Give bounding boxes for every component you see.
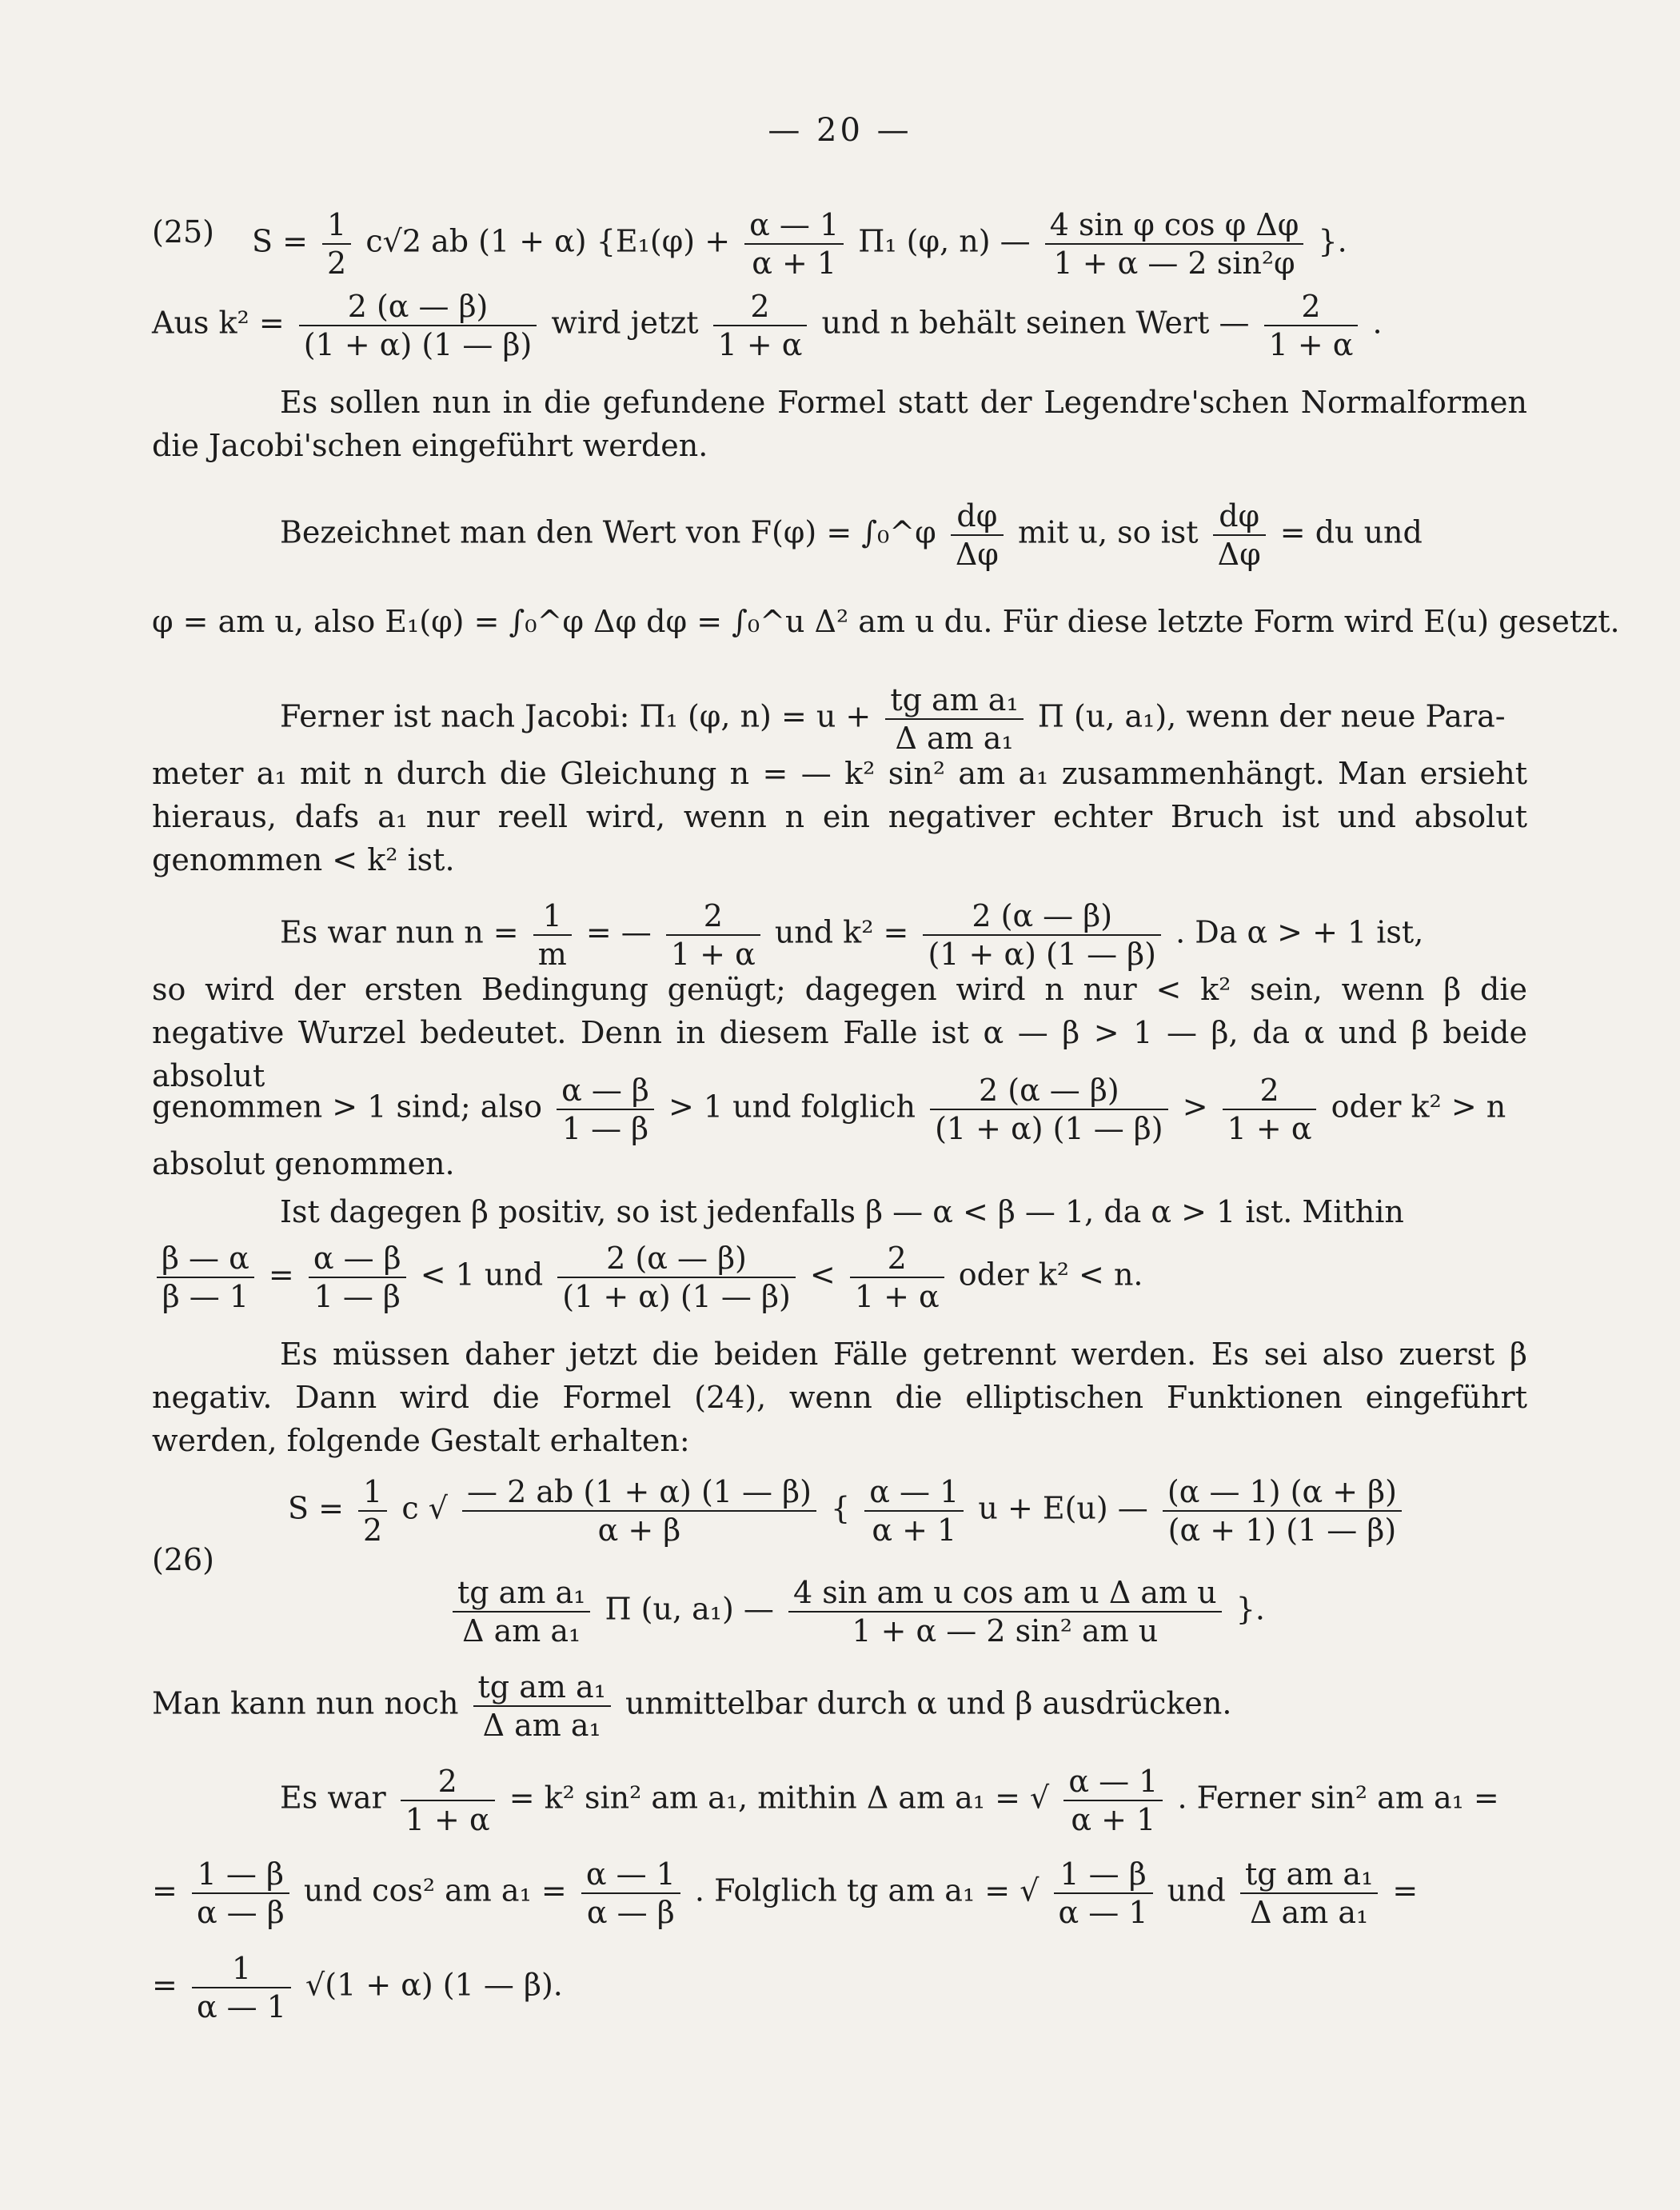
eq26-frac4: $\frac{\text{4 sin am u cos am u Δ am u}}{\text{1 + α — 2 sin² am u}}$ [788, 1574, 1222, 1649]
eq26-frac3: $\frac{\text{tg am a₁}}{\text{Δ am a₁}}$ [453, 1574, 590, 1649]
eswar-frac1: $\frac{2}{1 + \alpha}$ [401, 1763, 495, 1838]
equation-26-line1: S = $\frac{1}{2}$ c √ $\frac{— 2 ab (1 + \alpha) (1 — \beta)}{\alpha + \beta}$ { $\frac{\alpha — 1}{\alpha + 1}$ u + E(u) — $\frac{(\alpha — 1) (\alpha + \beta)}{(\alpha + 1) (1 — \beta)}$ [288, 1473, 1407, 1549]
mit-frac2: $\frac{\alpha — \beta}{1 — \beta}$ [309, 1240, 406, 1315]
paragraph-parameter: meter a₁ mit n durch die Gleichung n = — k² sin² am a₁ zusammenhängt. Man ersieht hieraus, dafs a₁ nur reell wird, wenn n ein negativer echter Bruch ist und absolut genommen < k² ist. [152, 756, 1527, 877]
k2-frac3: $\frac{2}{1 + \alpha}$ [1264, 288, 1359, 363]
equation-label-26: (26) [152, 1542, 215, 1577]
eq26-frac1: $\frac{\alpha — 1}{\alpha + 1}$ [864, 1473, 964, 1549]
eq25-mid2: Π₁ (φ, n) — [858, 223, 1031, 259]
line-bezeichnet: Bezeichnet man den Wert von F(φ) = ∫₀^φ $\frac{d\varphi}{\Delta\varphi}$ mit u, so ist $\frac{d\varphi}{\Delta\varphi}$ = du und [280, 498, 1423, 572]
page-number: — 20 — [768, 112, 912, 149]
eq26-half: $\frac{1}{2}$ [358, 1473, 387, 1549]
line-genommen: genommen > 1 sind; also $\frac{\alpha — \beta}{1 — \beta}$ > 1 und folglich $\frac{2 (\alpha — \beta)}{(1 + \alpha) (1 — \beta)}$ > $\frac{2}{1 + \alpha}$ oder k² > n [152, 1073, 1506, 1146]
cos-frac4: $\frac{\text{tg am a₁}}{\text{Δ am a₁}}$ [1240, 1856, 1378, 1931]
line-amu: φ = am u, also E₁(φ) = ∫₀^φ Δφ dφ = ∫₀^u Δ² am u du. Für diese letzte Form wird E(u) gesetzt. [152, 604, 1620, 639]
line-cos: = $\frac{1 — \beta}{\alpha — \beta}$ und cos² am a₁ = $\frac{\alpha — 1}{\alpha — \beta}$ . Folglich tg am a₁ = √ $\frac{1 — \beta}{\alpha — 1}$ und $\frac{\text{tg am a₁}}{\text{Δ am a₁}}$ = [152, 1856, 1419, 1930]
jacobi-frac: $\frac{\text{tg am a₁}}{\text{Δ am a₁}}$ [885, 681, 1023, 757]
mit-frac3: $\frac{2 (\alpha — \beta)}{(1 + \alpha) (1 — \beta)}$ [557, 1240, 796, 1315]
war-frac2: $\frac{2}{1 + \alpha}$ [666, 897, 760, 973]
cos-frac1: $\frac{1 — \beta}{\alpha — \beta}$ [192, 1856, 289, 1931]
line-man-kann: Man kann nun noch $\frac{\text{tg am a₁}}{\text{Δ am a₁}}$ unmittelbar durch α und β ausdrücken. [152, 1669, 1232, 1743]
eq25-half: $\frac{1}{2}$ [322, 206, 351, 282]
war-frac3: $\frac{2 (\alpha — \beta)}{(1 + \alpha) (1 — \beta)}$ [923, 897, 1161, 973]
line-last: = $\frac{1}{\alpha — 1}$ √(1 + α) (1 — β). [152, 1951, 563, 2024]
bez-frac2: $\frac{d\varphi}{\Delta\varphi}$ [1213, 498, 1266, 573]
equation-label-25: (25) [152, 214, 215, 250]
mit-frac4: $\frac{2}{1 + \alpha}$ [850, 1240, 944, 1315]
last-frac: $\frac{1}{\alpha — 1}$ [192, 1950, 291, 2025]
eq26-root-frac: $\frac{— 2 ab (1 + \alpha) (1 — \beta)}{\alpha + \beta}$ [462, 1473, 816, 1549]
equation-25 [252, 206, 1347, 282]
line-k2: Aus k² = $\frac{2 (\alpha — \beta)}{(1 + \alpha) (1 — \beta)}$ wird jetzt $\frac{2}{1 + \alpha}$ und n behält seinen Wert — $\frac{2}{1 + \alpha}$ . [152, 289, 1383, 362]
mankann-frac: $\frac{\text{tg am a₁}}{\text{Δ am a₁}}$ [473, 1668, 611, 1744]
gen-frac1: $\frac{\alpha — \beta}{1 — \beta}$ [557, 1072, 654, 1147]
paragraph-faelle: Es müssen daher jetzt die beiden Fälle getrennt werden. Es sei also zuerst β negativ. Dann wird die Formel (24), wenn die elliptischen Funktionen eingeführt werden, folgende Gestalt erhalten: [152, 1337, 1527, 1458]
cos-frac3: $\frac{1 — \beta}{\alpha — 1}$ [1054, 1856, 1153, 1931]
gen-frac3: $\frac{2}{1 + \alpha}$ [1223, 1072, 1317, 1147]
paragraph-normalformen: Es sollen nun in die gefundene Formel statt der Legendre'schen Normalformen die Jacobi'schen eingeführt werden. [152, 385, 1527, 463]
line-mithin: $\frac{\beta — \alpha}{\beta — 1}$ = $\frac{\alpha — \beta}{1 — \beta}$ < 1 und $\frac{2 (\alpha — \beta)}{(1 + \alpha) (1 — \beta)}$ < $\frac{2}{1 + \alpha}$ oder k² < n. [152, 1240, 1143, 1315]
eswar-frac2: $\frac{\alpha — 1}{\alpha + 1}$ [1063, 1763, 1163, 1838]
equation-26-line2: $\frac{\text{tg am a₁}}{\text{Δ am a₁}}$ Π (u, a₁) — $\frac{\text{4 sin am u cos am u Δ am u}}{\text{1 + α — 2 sin² am u}}$ }. [448, 1574, 1265, 1649]
eq25-tail: }. [1318, 223, 1347, 259]
line-jacobi: Ferner ist nach Jacobi: Π₁ (φ, n) = u + $\frac{\text{tg am a₁}}{\text{Δ am a₁}}$ Π (u, a₁), wenn der neue Para- [280, 682, 1506, 756]
bez-frac1: $\frac{d\varphi}{\Delta\varphi}$ [951, 498, 1004, 573]
paragraph-bedingung: so wird der ersten Bedingung genügt; dagegen wird n nur < k² sein, wenn β die negative Wurzel bedeutet. Denn in diesem Falle ist α — β > 1 — β, da α und β beide absolut [152, 972, 1528, 1093]
line-es-war: Es war $\frac{2}{1 + \alpha}$ = k² sin² am a₁, mithin Δ am a₁ = √ $\frac{\alpha — 1}{\alpha + 1}$ . Ferner sin² am a₁ = [280, 1764, 1499, 1837]
line-es-war-nun: Es war nun n = $\frac{1}{m}$ = — $\frac{2}{1 + \alpha}$ und k² = $\frac{2 (\alpha — \beta)}{(1 + \alpha) (1 — \beta)}$ . Da α > + 1 ist, [280, 898, 1424, 972]
mit-frac1: $\frac{\beta — \alpha}{\beta — 1}$ [157, 1240, 254, 1315]
eq25-lhs: S = [252, 223, 308, 259]
eq25-frac1: $\frac{\alpha — 1}{\alpha + 1}$ [744, 206, 844, 282]
paragraph-positiv: Ist dagegen β positiv, so ist jedenfalls β — α < β — 1, da α > 1 ist. Mithin [280, 1194, 1404, 1229]
k2-frac1: $\frac{2 (\alpha — \beta)}{(1 + \alpha) (1 — \beta)}$ [299, 288, 537, 363]
war-frac1: $\frac{1}{m}$ [533, 897, 572, 973]
eq25-mid: c√2 ab (1 + α) {E₁(φ) + [365, 223, 731, 259]
gen-frac2: $\frac{2 (\alpha — \beta)}{(1 + \alpha) (1 — \beta)}$ [930, 1072, 1168, 1147]
k2-frac2: $\frac{2}{1 + \alpha}$ [713, 288, 808, 363]
line-absolut-genommen: absolut genommen. [152, 1146, 455, 1181]
eq25-frac2: $\frac{\text{4 sin φ cos φ Δφ}}{\text{1 + α — 2 sin²φ}}$ [1045, 206, 1304, 282]
cos-frac2: $\frac{\alpha — 1}{\alpha — \beta}$ [581, 1856, 680, 1931]
eq26-frac2: $\frac{(\alpha — 1) (\alpha + \beta)}{(\alpha + 1) (1 — \beta)}$ [1163, 1473, 1402, 1549]
